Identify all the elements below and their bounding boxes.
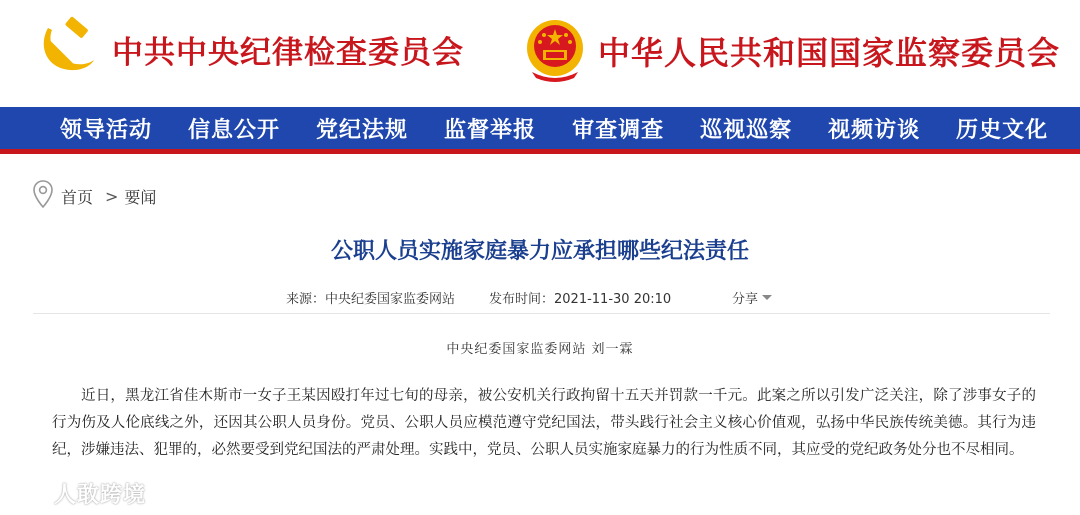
main-nav (0, 107, 1080, 149)
breadcrumb-current-link[interactable]: 要闻 (124, 187, 157, 207)
article-source: 来源：中央纪委国家监委网站 (286, 292, 456, 307)
national-emblem-icon (522, 14, 588, 88)
location-pin-icon (33, 180, 53, 212)
article-meta (286, 288, 671, 307)
nav-item-inspection[interactable]: 巡视巡察 (700, 116, 793, 143)
nav-item-investigation[interactable]: 审查调查 (572, 116, 665, 143)
nav-item-regulations[interactable]: 党纪法规 (316, 116, 409, 143)
article-paragraph: 近日，黑龙江省佳木斯市一女子王某因殴打年过七旬的母亲，被公安机关行政拘留十五天并罚款一千元。此案之所以引发广泛关注，除了涉事女子的行为伤及人伦底线之外，还因其公职人员身份。党员、公职人员应模范遵守党纪国法，带头践行社会主义核心价值观，弘扬中华民族传统美德。其行为违纪，涉嫌违法、犯罪的，必然要受到党纪国法的严肃处理。实践中，党员、公职人员实施家庭暴力的行为性质不同，其应受的党纪政务处分也不尽相同。 (52, 388, 1036, 458)
article-title: 公职人员实施家庭暴力应承担哪些纪法责任 (330, 239, 749, 264)
left-org-title: 中共中央纪律检查委员会 (112, 34, 464, 71)
nav-accent-line (0, 149, 1080, 154)
article-publish-time: 发布时间：2021-11-30 20:10 (489, 292, 672, 307)
party-emblem-icon (36, 16, 98, 82)
share-label: 分享 (732, 292, 759, 307)
caret-down-icon (762, 295, 772, 300)
meta-divider (33, 313, 1050, 314)
breadcrumb (33, 180, 156, 212)
watermark (8, 478, 146, 509)
right-org-title: 中华人民共和国国家监察委员会 (598, 34, 1061, 72)
share-button[interactable] (732, 288, 772, 307)
nav-item-history[interactable]: 历史文化 (956, 116, 1049, 143)
watermark-logo-icon (8, 479, 48, 509)
nav-item-video[interactable]: 视频访谈 (828, 116, 921, 143)
nav-item-info-disclosure[interactable]: 信息公开 (188, 116, 281, 143)
nav-item-leadership[interactable]: 领导活动 (60, 116, 153, 143)
article-byline: 中央纪委国家监委网站 刘一霖 (446, 342, 634, 357)
nav-item-report[interactable]: 监督举报 (444, 116, 537, 143)
watermark-text: 人敢跨境 (54, 483, 147, 508)
cpc-discipline-commission-logo[interactable] (36, 16, 464, 82)
breadcrumb-home-link[interactable]: 首页 (61, 187, 94, 207)
breadcrumb-separator: > (105, 186, 119, 206)
site-header (0, 0, 1080, 107)
national-supervisory-commission-logo[interactable] (522, 14, 1060, 88)
